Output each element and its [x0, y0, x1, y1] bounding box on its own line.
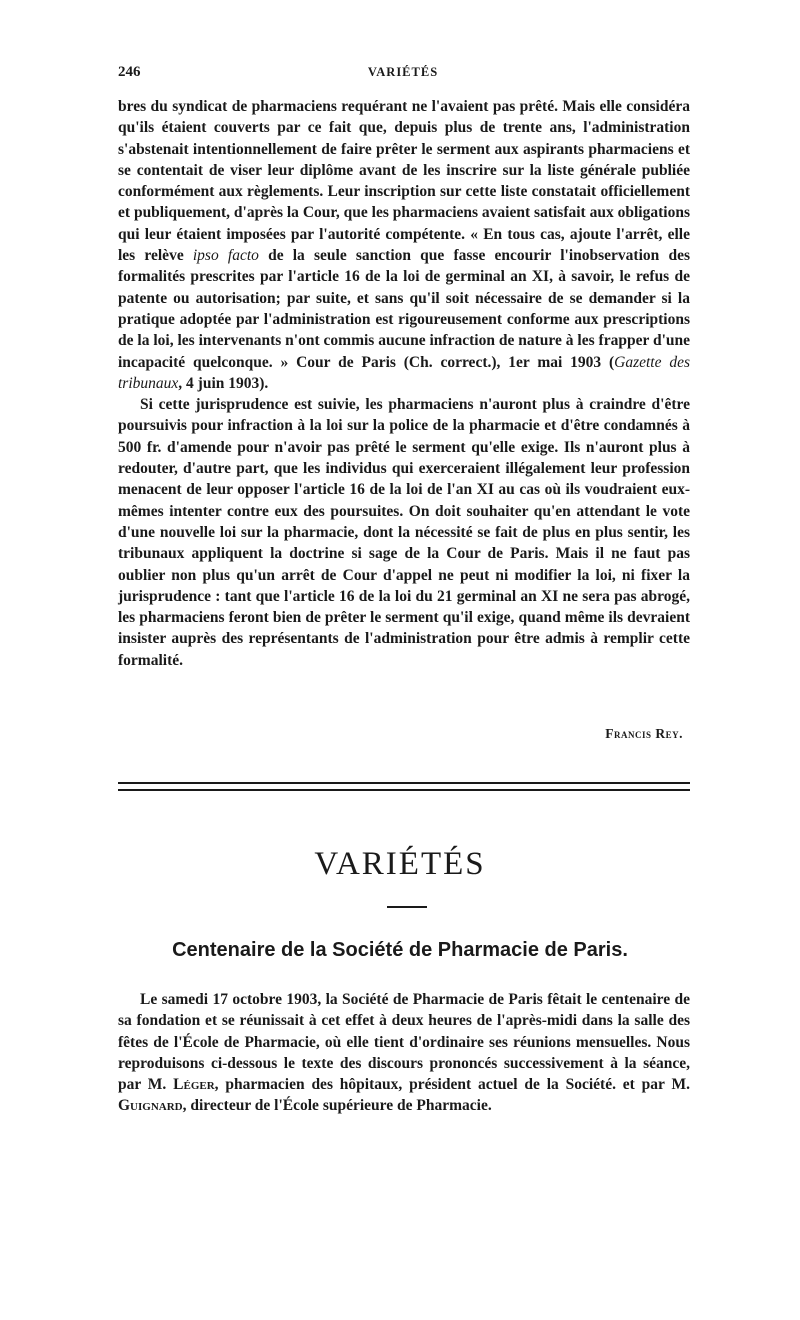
author-signature: Francis Rey.	[605, 726, 683, 741]
page-number: 246	[118, 64, 141, 80]
continued-article	[118, 96, 690, 671]
text-run: de la seule sanction que fasse encourir l'inobservation des formalités prescrites par l'article 16 de la loi de germinal an XI, à savoir, le refus de patente ou autorisation; par suite, et sans qu'il soit nécessaire de se demander si la pratique adoptée par l'administration est rigoureusement conforme aux prescriptions de la loi, les intervenants n'ont commis aucune infraction de nature à les frapper d'une incapacité quelconque. » Cour de Paris (Ch. correct.), 1er mai 1903 (	[118, 247, 690, 371]
section-divider	[118, 782, 690, 791]
journal-title: Gazette des tribunaux	[118, 353, 690, 392]
section-title: VARIÉTÉS	[314, 846, 486, 882]
paragraph	[118, 96, 690, 394]
text-run: , directeur de l'École supérieure de Pharmacie.	[182, 1097, 492, 1115]
person-name: Guignard	[118, 1097, 183, 1115]
article-body	[118, 989, 690, 1117]
page-header	[118, 64, 688, 88]
text-run: Le samedi 17 octobre 1903, la Société de Pharmacie de Paris fêtait le centenaire de sa fondation et se réunissait à cet effet à deux heures de l'après-midi dans la salle des fêtes de l'École de Pharmacie, où elle tient d'ordinaire ses réunions mensuelles. Nous reproduisons ci-dessous le texte des discours prononcés successivement à la séance, par M.	[118, 991, 690, 1094]
paragraph	[118, 989, 690, 1117]
paragraph: Si cette jurisprudence est suivie, les pharmaciens n'auront plus à craindre d'être poursuivis pour infraction à la loi sur la police de la pharmacie et d'être condamnés à 500 fr. d'amende pour n'avoir pas prêté le serment qu'elle exige. Ils n'auront plus à redouter, d'autre part, que les individus qui exerceraient illégalement leur profession menacent de leur opposer l'article 16 de la loi de l'an XI au cas où ils voudraient eux-mêmes intenter contre eux des poursuites. On doit souhaiter qu'en attendant le vote d'une nouvelle loi sur la pharmacie, dont la nécessité se fait de plus en plus sentir, les tribunaux appliquent la doctrine si sage de la Cour de Paris. Mais il ne faut pas oublier non plus qu'un arrêt de Cour d'appel ne peut ni modifier la loi, ni fixer la jurisprudence : tant que l'article 16 de la loi du 21 germinal an XI ne sera pas abrogé, les pharmaciens feront bien de prêter le serment qu'il exige, quand même ils devraient insister auprès des représentants de l'administration pour être admis à remplir cette formalité.	[118, 396, 690, 669]
text-run: , pharmacien des hôpitaux, président actuel de la Société. et par M.	[214, 1076, 690, 1094]
italic-term: ipso facto	[192, 247, 259, 265]
text-run: , 4 juin 1903).	[178, 374, 269, 392]
title-rule	[387, 906, 427, 908]
text-run: bres du syndicat de pharmaciens requérant ne l'avaient pas prêté. Mais elle considéra qu'ils étaient couverts par ce fait que, depuis plus de trente ans, l'administration s'abstenait intentionnellement de faire prêter le serment aux aspirants pharmaciens et se contentait de viser leur diplôme avant de les inscrire sur la liste générale publiée conformément aux règlements. Leur inscription sur cette liste constatait officiellement et publiquement, d'après la Cour, que les pharmaciens avaient satisfait aux obligations qui leur étaient imposées par l'autorité compétente. « En tous cas, ajoute l'arrêt, elle les relève	[118, 98, 690, 265]
person-name: Léger	[173, 1076, 215, 1094]
article-title: Centenaire de la Société de Pharmacie de Paris.	[172, 939, 628, 961]
running-title: VARIÉTÉS	[367, 65, 439, 79]
